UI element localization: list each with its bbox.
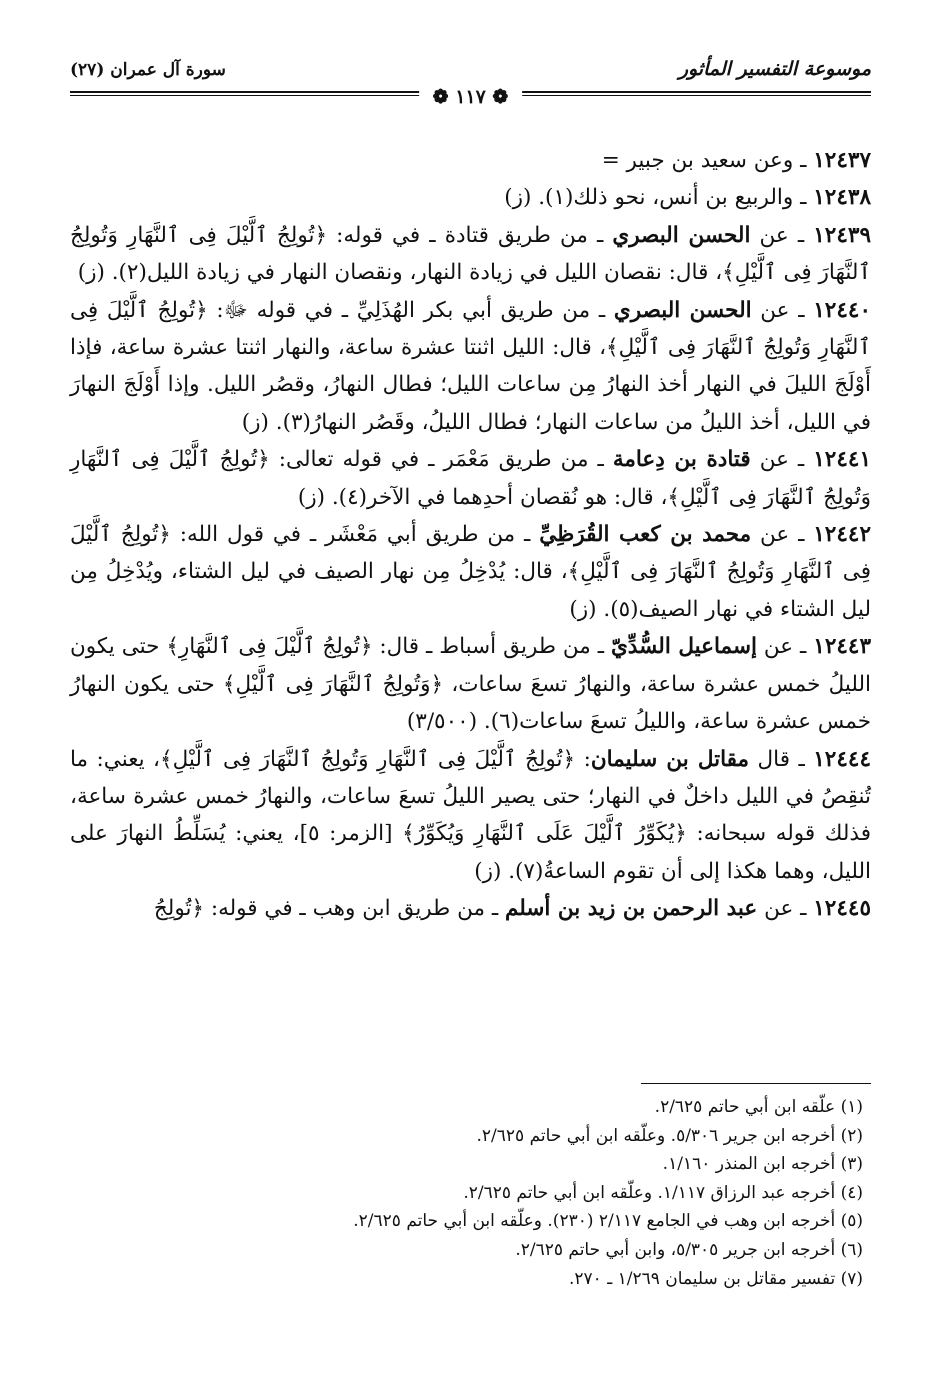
body-text — [70, 142, 871, 928]
entry-number: ١٢٤٤٠ — [813, 297, 871, 323]
surah-title: سورة آل عمران (٢٧) — [70, 60, 226, 80]
entry-connector: ـ قال — [749, 746, 814, 772]
entry-number: ١٢٤٤٤ — [813, 746, 871, 772]
entry-12443 — [70, 628, 871, 740]
footnote: (٦) أخرجه ابن جرير ٥/٣٠٥، وابن أبي حاتم ٢/٦٢٥. — [515, 1239, 863, 1260]
entry-text: ـ من طريق أسباط ـ قال: ﴿تُولِجُ ٱلَّيْلَ فِى ٱلنَّهَارِ﴾ حتى يكون الليلُ خمس عشرة ساعة، والنهارُ تسعَ ساعات، ﴿وَتُولِجُ ٱلنَّهَارَ فِى ٱلَّيْلِ﴾ حتى يكون النهارُ خمس عشرة ساعة، والليلُ تسعَ ساعات(٦). (٣/٥٠٠) — [70, 634, 871, 735]
entry-number: ١٢٤٤٣ — [813, 634, 872, 660]
entry-number: ١٢٤٣٧ — [813, 148, 871, 173]
entry-connector: ـ عن — [751, 522, 814, 548]
entry-text: ـ من طريق أبي مَعْشَر ـ في قول الله: ﴿تُولِجُ ٱلَّيْلَ فِى ٱلنَّهَارِ وَتُولِجُ ٱلنَّهَارَ فِى ٱلَّيْلِ﴾، قال: يُدْخِلُ مِن نهار الصيف في ليل الشتاء، ويُدْخِلُ مِن ليل الشتاء في نهار الصيف(٥). (ز) — [70, 522, 871, 622]
entry-12440 — [70, 292, 871, 442]
entry-number: ١٢٤٤١ — [813, 447, 871, 473]
entry-text: ـ من طريق قتادة ـ في قوله: ﴿تُولِجُ ٱلَّيْلَ فِى ٱلنَّهَارِ وَتُولِجُ ٱلنَّهَارَ فِى ٱلَّيْلِ﴾، قال: نقصان الليل في زيادة النهار، ونقصان النهار في زيادة الليل(٢). (ز) — [70, 222, 871, 286]
narrator-name: محمد بن كعب القُرَظِيِّ — [539, 522, 752, 548]
entry-text: : ﴿تُولِجُ ٱلَّيْلَ فِى ٱلنَّهَارِ وَتُولِجُ ٱلنَّهَارَ فِى ٱلَّيْلِ﴾، يعني: ما تُنقِصُ في الليل داخلٌ في النهار؛ حتى يصير الليلُ تسعَ ساعات، والنهارُ خمس عشرة ساعة، فذلك قوله سبحانه: ﴿يُكَوِّرُ ٱلَّيْلَ عَلَى ٱلنَّهَارِ وَيُكَوِّرُ﴾ [الزمر: ٥]، يعني: يُسَلِّطُ النهارَ على الليل، وهما هكذا إلى أن تقوم الساعةُ(٧). (ز) — [70, 746, 871, 884]
entry-12439 — [70, 217, 871, 292]
page-number: ❁ ١١٧ ❁ — [419, 86, 523, 108]
entry-number: ١٢٤٣٩ — [813, 222, 871, 248]
narrator-name: الحسن البصري — [612, 222, 751, 248]
narrator-name: قتادة بن دِعامة — [612, 447, 751, 473]
entry-connector: ـ عن — [750, 447, 814, 473]
entry-text: ـ من طريق ابن وهب ـ في قوله: ﴿تُولِجُ — [153, 896, 505, 922]
footnote: (٣) أخرجه ابن المنذر ١/١٦٠. — [662, 1154, 863, 1175]
entry-connector: ـ عن — [751, 297, 814, 323]
entry-text: ـ من طريق مَعْمَر ـ في قوله تعالى: ﴿تُولِجُ ٱلَّيْلَ فِى ٱلنَّهَارِ وَتُولِجُ ٱلنَّهَارَ فِى ٱلَّيْلِ﴾، قال: هو نُقصان أحدِهما في الآخر(٤). (ز) — [70, 447, 871, 510]
narrator-name: إسماعيل السُّدِّيّ — [610, 634, 757, 660]
entry-connector: ـ عن — [750, 222, 814, 248]
entry-12441 — [70, 441, 871, 516]
entry-12445 — [70, 890, 871, 927]
entry-text: ـ والربيع بن أنس، نحو ذلك(١). (ز) — [504, 185, 814, 211]
entry-number: ١٢٤٤٢ — [813, 522, 871, 548]
entry-text: ـ وعن سعيد بن جبير = — [601, 148, 814, 173]
entry-12442 — [70, 516, 871, 628]
narrator-name: الحسن البصري — [613, 297, 752, 323]
footnote: (٥) أخرجه ابن وهب في الجامع ٢/١١٧ (٢٣٠). وعلّقه ابن أبي حاتم ٢/٦٢٥. — [353, 1211, 863, 1232]
footnote: (١) علّقه ابن أبي حاتم ٢/٦٢٥. — [654, 1097, 863, 1117]
narrator-name: مقاتل بن سليمان — [590, 746, 750, 772]
entry-12438 — [70, 179, 871, 216]
footnotes — [70, 1093, 863, 1293]
book-title: موسوعة التفسير المأثور — [678, 58, 871, 80]
entry-connector: ـ عن — [757, 896, 814, 922]
footnote: (٤) أخرجه عبد الرزاق ١/١١٧. وعلّقه ابن أبي حاتم ٢/٦٢٥. — [463, 1182, 863, 1203]
entry-12437 — [70, 142, 871, 179]
footnote-separator — [641, 1083, 871, 1084]
footnote: (٢) أخرجه ابن جرير ٥/٣٠٦. وعلّقه ابن أبي حاتم ٢/٦٢٥. — [476, 1125, 863, 1146]
footnote: (٧) تفسير مقاتل بن سليمان ١/٢٦٩ ـ ٢٧٠. — [569, 1268, 863, 1289]
entry-text: ـ من طريق أبي بكر الهُذَلِيِّ ـ في قوله ﷻ: ﴿تُولِجُ ٱلَّيْلَ فِى ٱلنَّهَارِ وَتُولِجُ ٱلنَّهَارَ فِى ٱلَّيْلِ﴾، قال: الليل اثنتا عشرة ساعة، والنهار اثنتا عشرة ساعة، فإذا أَوْلَجَ الليلَ في النهار أخذ النهارُ مِن ساعات الليل؛ فطال النهارُ، وقصُر الليل. وإذا أَوْلَجَ النهارَ في الليل، أخذ الليلُ من ساعات النهار؛ فطال الليلُ، وقَصُر النهارُ(٣). (ز) — [70, 297, 871, 435]
entry-number: ١٢٤٤٥ — [813, 896, 871, 922]
entry-number: ١٢٤٣٨ — [813, 185, 871, 211]
page-number-value: ١١٧ — [455, 86, 486, 108]
narrator-name: عبد الرحمن بن زيد بن أسلم — [504, 896, 758, 922]
entry-connector: ـ عن — [756, 634, 814, 660]
entry-12444 — [70, 741, 871, 891]
